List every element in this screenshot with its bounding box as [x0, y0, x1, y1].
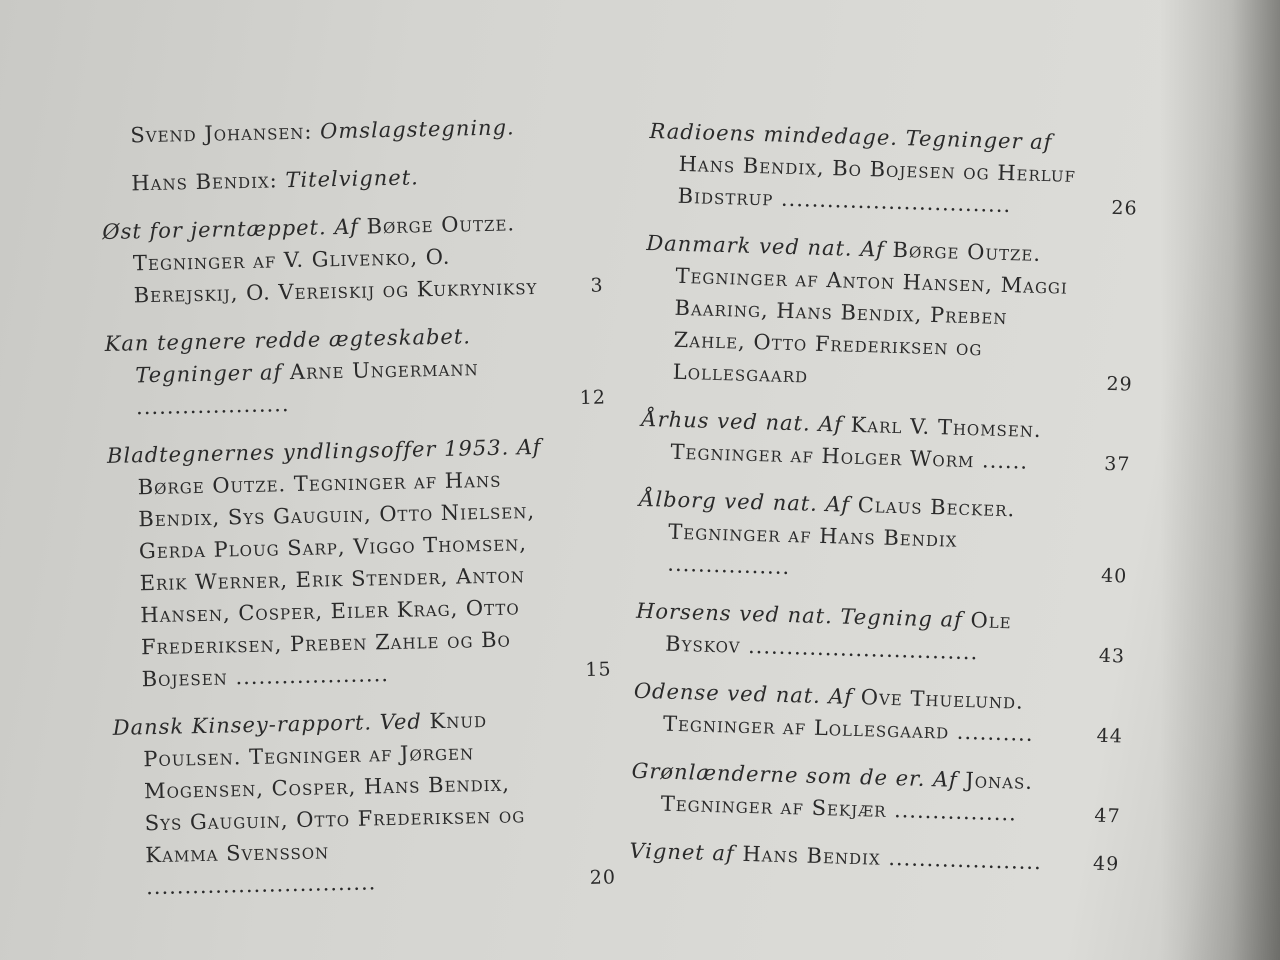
page-number: 12	[579, 386, 607, 410]
contents-left-column	[100, 110, 617, 920]
toc-entry	[102, 206, 604, 312]
toc-entry	[640, 403, 1132, 481]
page-number: 47	[1094, 804, 1121, 828]
entry-author: Hans Bendix	[131, 168, 270, 196]
entry-credits: Karl V. Thomsen. Tegninger af Holger Worm ......	[670, 412, 1042, 474]
entry-credits: Børge Outze. Tegninger af Anton Hansen, Maggi Baaring, Hans Bendix, Preben Zahle, Otto Frederiksen og Lollesgaard	[672, 237, 1069, 388]
entry-author: Svend Johansen	[130, 119, 305, 148]
page-edge-shadow	[1160, 0, 1280, 960]
entry-title: Dansk Kinsey-rapport. Ved	[112, 709, 423, 740]
page-number: 49	[1092, 852, 1120, 876]
entry-title: Ålborg ved nat. Af	[638, 486, 851, 517]
entry-credits: Ove Thuelund. Tegninger af Lollesgaard ..........	[662, 684, 1034, 746]
toc-entry	[647, 115, 1139, 225]
entry-title: Radioens mindedage. Tegninger af	[649, 118, 1053, 155]
toc-entry	[107, 429, 612, 695]
entry-title: Odense ved nat. Af	[633, 678, 854, 709]
page-number: 26	[1111, 196, 1138, 220]
entry-credits: Hans Bendix ....................	[734, 841, 1043, 875]
toc-entry	[630, 755, 1122, 833]
toc-entry: Svend Johansen: Omslagstegning.	[130, 115, 515, 148]
entry-credits: Børge Outze. Tegninger af Hans Bendix, Sys Gauguin, Otto Nielsen, Gerda Ploug Sarp, Viggo Thomsen, Erik Werner, Erik Stender, Anton Hansen, Cosper, Eiler Krag, Otto Frederiksen, Preben Zahle og Bo Bojesen ....................	[137, 467, 536, 692]
toc-entry: Hans Bendix: Titelvignet.	[131, 165, 420, 196]
page-number: 37	[1103, 452, 1131, 476]
entry-credits: Knud Poulsen. Tegninger af Jørgen Mogensen, Cosper, Hans Bendix, Sys Gauguin, Otto Frederiksen og Kamma Svensson ..............................	[143, 708, 526, 900]
page-number: 15	[585, 658, 612, 681]
entry-title: Titelvignet.	[285, 165, 420, 193]
contents-right-column	[629, 115, 1140, 896]
entry-credits: Claus Becker. Tegninger af Hans Bendix ................	[667, 492, 1016, 580]
toc-entry	[635, 595, 1127, 673]
entry-title: Århus ved nat. Af	[641, 406, 844, 437]
toc-entry	[637, 483, 1129, 593]
entry-title: Omslagstegning.	[319, 115, 515, 144]
entry-title: Kan tegnere redde ægteskabet. Tegninger af	[104, 324, 472, 388]
toc-entry	[112, 701, 616, 903]
page-number: 29	[1106, 372, 1133, 396]
page-number: 44	[1096, 724, 1124, 748]
entry-title: Horsens ved nat. Tegning af	[635, 598, 964, 632]
entry-credits: Hans Bendix, Bo Bojesen og Herluf Bidstrup ..............................	[677, 151, 1077, 218]
page-number: 20	[589, 866, 617, 889]
entry-title: Vignet af	[629, 838, 736, 866]
toc-entry	[629, 835, 1120, 881]
toc-entry	[633, 675, 1125, 753]
entry-credits: Arne Ungermann ....................	[135, 356, 479, 420]
page-number: 43	[1098, 644, 1126, 668]
entry-credits: Ole Byskov ..............................	[664, 607, 1013, 665]
page-number: 40	[1100, 564, 1128, 588]
entry-title: Bladtegnernes yndlingsoffer 1953. Af	[106, 434, 542, 468]
entry-credits: Jonas. Tegninger af Sekjær ................	[660, 767, 1034, 826]
page-number: 3	[590, 274, 604, 297]
entry-credits: Børge Outze. Tegninger af V. Glivenko, O. Berejskij, O. Vereiskij og Kukryniksy	[132, 211, 538, 308]
toc-entry	[642, 227, 1136, 401]
entry-title: Øst for jerntæppet. Af	[102, 214, 360, 244]
entry-title: Grønlænderne som de er. Af	[631, 758, 959, 792]
toc-entry	[104, 317, 606, 423]
entry-title: Danmark ved nat. Af	[646, 230, 886, 262]
